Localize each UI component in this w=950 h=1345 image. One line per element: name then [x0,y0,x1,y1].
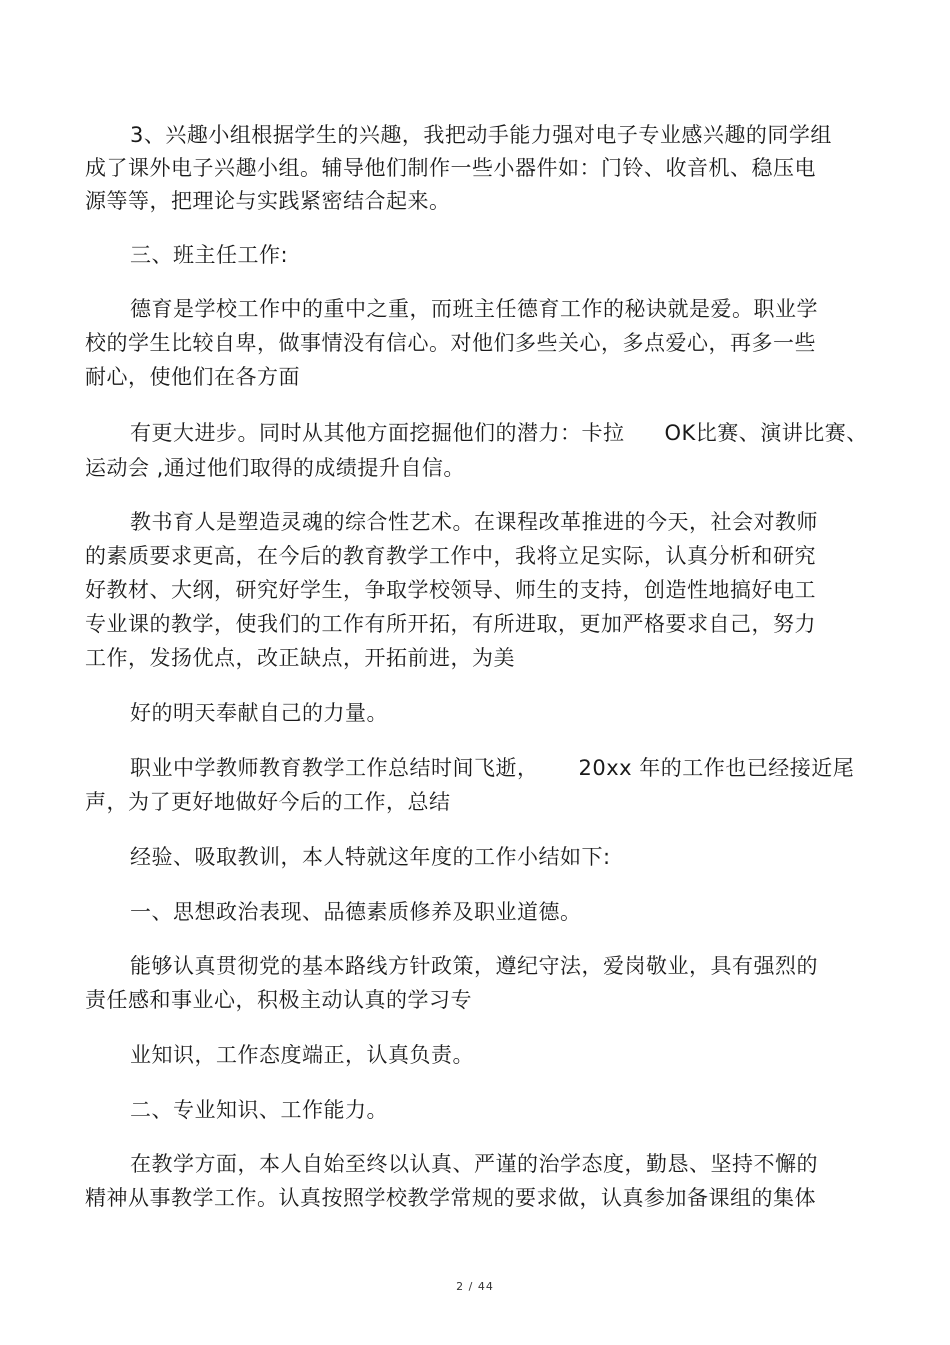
line-segment: 20xx 年的工作也已经接近尾 [578,756,855,780]
paragraph-line: 耐心，使他们在各方面 [85,365,300,389]
paragraph-line: 声，为了更好地做好今后的工作，总结 [85,790,451,814]
paragraph-line: 运动会 ,通过他们取得的成绩提升自信。 [85,456,465,480]
paragraph-line: 责任感和事业心，积极主动认真的学习专 [85,988,472,1012]
paragraph-line: 教书育人是塑造灵魂的综合性艺术。在课程改革推进的今天，社会对教师 [130,510,818,534]
paragraph-line: 德育是学校工作中的重中之重，而班主任德育工作的秘诀就是爱。职业学 [130,297,818,321]
paragraph-line: 好教材、大纲，研究好学生，争取学校领导、师生的支持，创造性地搞好电工 [85,578,816,602]
section-heading: 二、专业知识、工作能力。 [130,1098,388,1122]
paragraph-line: 工作，发扬优点，改正缺点，开拓前进，为美 [85,646,515,670]
paragraph-line: 成了课外电子兴趣小组。辅导他们制作一些小器件如：门铃、收音机、稳压电 [85,156,816,180]
paragraph-line: 校的学生比较自卑，做事情没有信心。对他们多些关心，多点爱心，再多一些 [85,331,816,355]
paragraph-line: 业知识，工作态度端正，认真负责。 [130,1043,474,1067]
line-segment: OK比赛、演讲比赛、 [664,421,868,445]
section-heading: 一、思想政治表现、品德素质修养及职业道德。 [130,900,582,924]
paragraph-line [130,753,854,783]
line-segment: 有更大进步。同时从其他方面挖掘他们的潜力：卡拉 [130,421,625,445]
section-heading: 三、班主任工作: [130,243,289,267]
line-segment: 职业中学教师教育教学工作总结时间飞逝， [130,756,539,780]
paragraph-line: 能够认真贯彻党的基本路线方针政策，遵纪守法，爱岗敬业，具有强烈的 [130,954,818,978]
paragraph-line [130,418,868,448]
page-number: 2 / 44 [456,1280,494,1293]
paragraph-line: 经验、吸取教训，本人特就这年度的工作小结如下: [130,845,611,869]
paragraph-line: 源等等，把理论与实践紧密结合起来。 [85,189,451,213]
paragraph-line: 专业课的教学，使我们的工作有所开拓，有所进取，更加严格要求自己，努力 [85,612,816,636]
paragraph-line: 的素质要求更高，在今后的教育教学工作中，我将立足实际，认真分析和研究 [85,544,816,568]
paragraph-line: 3、兴趣小组根据学生的兴趣，我把动手能力强对电子专业感兴趣的同学组 [130,123,832,147]
paragraph-line: 在教学方面，本人自始至终以认真、严谨的治学态度，勤恳、坚持不懈的 [130,1152,818,1176]
paragraph-line: 好的明天奉献自己的力量。 [130,701,388,725]
paragraph-line: 精神从事教学工作。认真按照学校教学常规的要求做，认真参加备课组的集体 [85,1186,816,1210]
